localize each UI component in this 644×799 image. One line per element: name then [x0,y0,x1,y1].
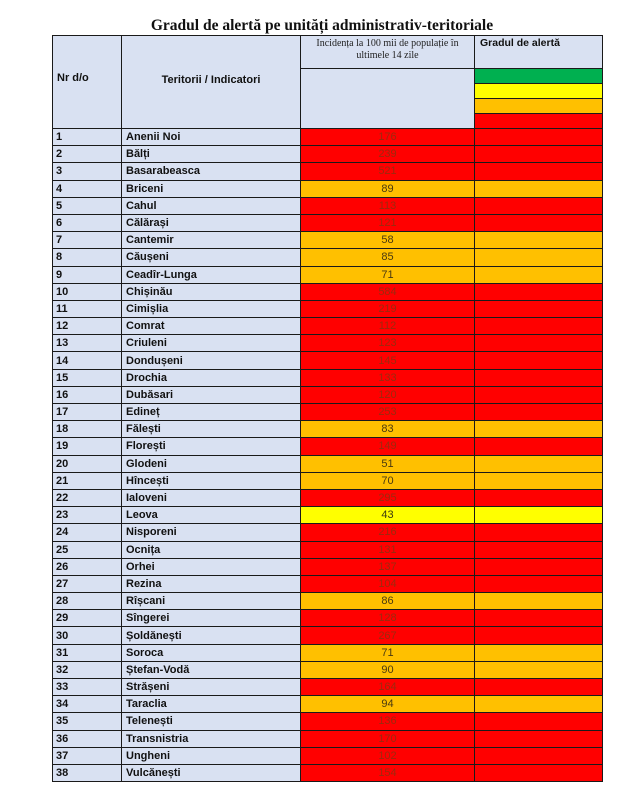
territory-name: Cantemir [122,232,301,249]
territory-name: Florești [122,438,301,455]
table-row [53,507,603,524]
alert-level-cell [475,644,603,661]
incidence-value: 58 [301,232,475,249]
legend-orange-swatch [475,99,603,114]
territory-name: Hîncești [122,472,301,489]
row-number: 10 [53,283,122,300]
incidence-value: 267 [301,627,475,644]
legend-red-swatch [475,114,603,129]
table-row [53,146,603,163]
row-number: 35 [53,713,122,730]
table-row [53,283,603,300]
row-number: 32 [53,661,122,678]
incidence-value: 113 [301,197,475,214]
territory-name: Criuleni [122,335,301,352]
alert-level-cell [475,129,603,146]
alert-level-cell [475,730,603,747]
territory-name: Ocnița [122,541,301,558]
row-number: 2 [53,146,122,163]
row-number: 13 [53,335,122,352]
incidence-value: 121 [301,214,475,231]
alert-level-cell [475,507,603,524]
alert-level-cell [475,713,603,730]
territory-name: Căușeni [122,249,301,266]
table-row [53,558,603,575]
alert-level-cell [475,232,603,249]
incidence-value: 51 [301,455,475,472]
table-row [53,129,603,146]
territory-name: Cahul [122,197,301,214]
territory-name: Șoldănești [122,627,301,644]
alert-level-cell [475,283,603,300]
row-number: 3 [53,163,122,180]
row-number: 18 [53,421,122,438]
row-number: 12 [53,318,122,335]
incidence-value: 136 [301,713,475,730]
table-row [53,627,603,644]
table-row [53,318,603,335]
alert-level-cell [475,335,603,352]
table-row [53,489,603,506]
table-row [53,455,603,472]
table-row [53,713,603,730]
row-number: 22 [53,489,122,506]
territory-name: Fălești [122,421,301,438]
territory-name: Briceni [122,180,301,197]
incidence-value: 83 [301,421,475,438]
table-row [53,593,603,610]
alert-level-cell [475,386,603,403]
row-number: 38 [53,764,122,781]
row-number: 14 [53,352,122,369]
alert-level-cell [475,318,603,335]
incidence-value: 295 [301,489,475,506]
alert-level-cell [475,524,603,541]
table-row [53,214,603,231]
row-number: 31 [53,644,122,661]
incidence-value: 86 [301,593,475,610]
incidence-value: 128 [301,610,475,627]
table-row [53,249,603,266]
row-number: 11 [53,300,122,317]
row-number: 8 [53,249,122,266]
territory-name: Dubăsari [122,386,301,403]
incidence-value: 90 [301,661,475,678]
row-number: 28 [53,593,122,610]
row-number: 33 [53,679,122,696]
incidence-value: 239 [301,146,475,163]
incidence-value: 70 [301,472,475,489]
incidence-value: 145 [301,352,475,369]
territory-name: Basarabeasca [122,163,301,180]
territory-name: Anenii Noi [122,129,301,146]
territory-name: Chișinău [122,283,301,300]
table-row [53,163,603,180]
legend-yellow-swatch [475,84,603,99]
alert-level-cell [475,421,603,438]
incidence-value: 71 [301,266,475,283]
territory-name: Edineț [122,404,301,421]
table-row [53,575,603,592]
alert-level-cell [475,610,603,627]
table-row [53,541,603,558]
incidence-value: 521 [301,163,475,180]
incidence-value: 112 [301,318,475,335]
table-row [53,438,603,455]
header-teritorii: Teritorii / Indicatori [122,36,301,129]
row-number: 27 [53,575,122,592]
incidence-value: 43 [301,507,475,524]
table-row [53,369,603,386]
alert-level-cell [475,249,603,266]
table-row [53,764,603,781]
territory-name: Leova [122,507,301,524]
incidence-value: 123 [301,335,475,352]
incidence-value: 137 [301,558,475,575]
territory-name: Drochia [122,369,301,386]
row-number: 19 [53,438,122,455]
incidence-value: 133 [301,369,475,386]
incidence-value: 170 [301,730,475,747]
alert-level-cell [475,593,603,610]
document-title: Gradul de alertă pe unități administrativ-teritoriale [150,17,494,34]
territory-name: Vulcănești [122,764,301,781]
alert-level-cell [475,266,603,283]
incidence-value: 71 [301,644,475,661]
territory-name: Cimișlia [122,300,301,317]
incidence-value: 149 [301,438,475,455]
alert-level-cell [475,404,603,421]
row-number: 37 [53,747,122,764]
table-row [53,180,603,197]
table-row [53,335,603,352]
incidence-value: 164 [301,679,475,696]
row-number: 16 [53,386,122,403]
alert-level-cell [475,661,603,678]
alert-level-cell [475,764,603,781]
row-number: 17 [53,404,122,421]
incidence-value: 176 [301,129,475,146]
territory-name: Comrat [122,318,301,335]
incidence-value: 219 [301,300,475,317]
territory-name: Ceadîr-Lunga [122,266,301,283]
incidence-value: 102 [301,747,475,764]
row-number: 4 [53,180,122,197]
incidence-value: 216 [301,524,475,541]
table-row [53,352,603,369]
alert-level-cell [475,541,603,558]
incidence-value: 94 [301,696,475,713]
alert-level-cell [475,489,603,506]
incidence-value: 154 [301,764,475,781]
header-incidenta: Incidența la 100 mii de populație în ultimele 14 zile [301,36,475,69]
row-number: 6 [53,214,122,231]
territory-name: Ungheni [122,747,301,764]
incidence-value: 85 [301,249,475,266]
table-row [53,679,603,696]
row-number: 36 [53,730,122,747]
table-row [53,472,603,489]
territory-name: Nisporeni [122,524,301,541]
territory-name: Dondușeni [122,352,301,369]
alert-level-cell [475,438,603,455]
header-incidenta-blank [301,69,475,129]
header-nr: Nr d/o [53,36,122,129]
row-number: 24 [53,524,122,541]
alert-level-cell [475,197,603,214]
table-row [53,610,603,627]
incidence-value: 131 [301,541,475,558]
table-row [53,266,603,283]
row-number: 7 [53,232,122,249]
row-number: 20 [53,455,122,472]
incidence-value: 104 [301,575,475,592]
alert-level-cell [475,627,603,644]
table-row [53,197,603,214]
territory-name: Rezina [122,575,301,592]
alert-level-cell [475,575,603,592]
row-number: 15 [53,369,122,386]
alert-level-cell [475,163,603,180]
incidence-value: 120 [301,386,475,403]
table-row [53,300,603,317]
row-number: 25 [53,541,122,558]
table-row [53,696,603,713]
header-gradul: Gradul de alertă [475,36,603,69]
territory-name: Glodeni [122,455,301,472]
row-number: 29 [53,610,122,627]
table-row [53,386,603,403]
row-number: 9 [53,266,122,283]
territory-name: Orhei [122,558,301,575]
territory-name: Rîșcani [122,593,301,610]
alert-level-cell [475,300,603,317]
table-row [53,747,603,764]
row-number: 1 [53,129,122,146]
territory-name: Sîngerei [122,610,301,627]
table-row [53,524,603,541]
incidence-value: 89 [301,180,475,197]
alert-level-cell [475,455,603,472]
table-row [53,232,603,249]
territory-name: Ialoveni [122,489,301,506]
territory-name: Călărași [122,214,301,231]
territory-name: Soroca [122,644,301,661]
territory-name: Bălți [122,146,301,163]
alert-level-cell [475,180,603,197]
legend-green-swatch [475,69,603,84]
alert-level-cell [475,214,603,231]
row-number: 26 [53,558,122,575]
incidence-value: 253 [301,404,475,421]
alert-table [52,35,603,782]
alert-level-cell [475,472,603,489]
territory-name: Strășeni [122,679,301,696]
alert-level-cell [475,146,603,163]
row-number: 30 [53,627,122,644]
alert-level-cell [475,747,603,764]
territory-name: Taraclia [122,696,301,713]
territory-name: Ștefan-Vodă [122,661,301,678]
row-number: 34 [53,696,122,713]
alert-level-cell [475,696,603,713]
alert-level-cell [475,352,603,369]
alert-level-cell [475,558,603,575]
alert-level-cell [475,369,603,386]
table-row [53,730,603,747]
table-row [53,644,603,661]
incidence-value: 584 [301,283,475,300]
table-row [53,421,603,438]
row-number: 5 [53,197,122,214]
territory-name: Transnistria [122,730,301,747]
table-row [53,661,603,678]
alert-level-cell [475,679,603,696]
table-row [53,404,603,421]
row-number: 21 [53,472,122,489]
row-number: 23 [53,507,122,524]
territory-name: Telenești [122,713,301,730]
